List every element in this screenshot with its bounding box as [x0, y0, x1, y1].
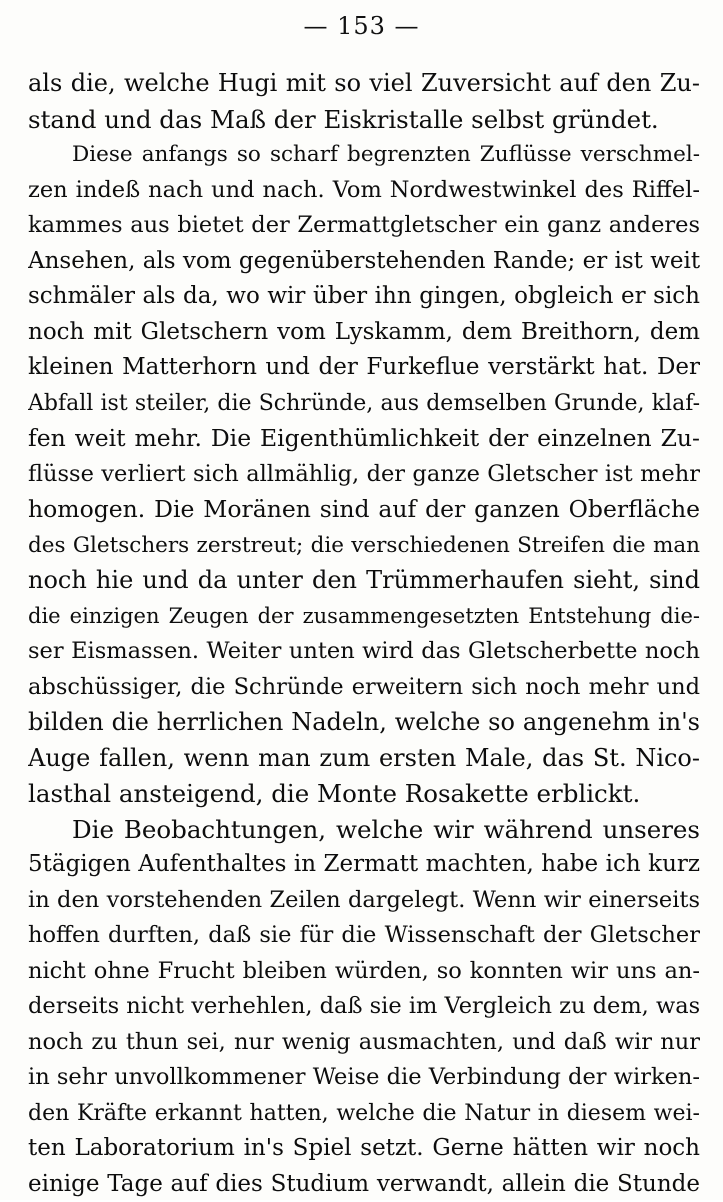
text-line: schmäler als da, wo wir über ihn gingen, obgleich er sich [28, 279, 700, 315]
text-line: Diese anfangs so scharf begrenzten Zuflüsse verschmel- [28, 137, 700, 173]
text-line: Abfall ist steiler, die Schründe, aus demselben Grunde, klaf- [28, 386, 700, 422]
text-line: flüsse verliert sich allmählig, der ganze Gletscher ist mehr [28, 457, 700, 493]
text-line: lasthal ansteigend, die Monte Rosakette erblickt. [28, 776, 700, 812]
text-line: die einzigen Zeugen der zusammengesetzten Entstehung die- [28, 599, 700, 635]
text-line: Ansehen, als vom gegenüberstehenden Rande; er ist weit [28, 244, 700, 280]
text-line: fen weit mehr. Die Eigenthümlichkeit der einzelnen Zu- [28, 421, 700, 457]
text-line: abschüssiger, die Schründe erweitern sich noch mehr und [28, 670, 700, 706]
text-line: hoffen durften, daß sie für die Wissenschaft der Gletscher [28, 918, 700, 954]
text-line: in sehr unvollkommener Weise die Verbindung der wirken- [28, 1060, 700, 1096]
body-text [28, 66, 700, 1202]
text-line: den Kräfte erkannt hatten, welche die Natur in diesem wei- [28, 1096, 700, 1132]
text-line: homogen. Die Moränen sind auf der ganzen Oberfläche [28, 492, 700, 528]
text-line: noch zu thun sei, nur wenig ausmachten, und daß wir nur [28, 1025, 700, 1061]
text-line: in den vorstehenden Zeilen dargelegt. Wenn wir einerseits [28, 883, 700, 919]
text-line: Die Beobachtungen, welche wir während unseres [28, 812, 700, 848]
text-line: 5tägigen Aufenthaltes in Zermatt machten, habe ich kurz [28, 847, 700, 883]
text-line: bilden die herrlichen Nadeln, welche so angenehm in's [28, 705, 700, 741]
text-line: kleinen Matterhorn und der Furkeflue verstärkt hat. Der [28, 350, 700, 386]
page-number: — 153 — [0, 12, 723, 40]
text-line: derseits nicht verhehlen, daß sie im Vergleich zu dem, was [28, 989, 700, 1025]
text-line: kammes aus bietet der Zermattgletscher ein ganz anderes [28, 208, 700, 244]
text-line: noch mit Gletschern vom Lyskamm, dem Breithorn, dem [28, 315, 700, 351]
text-line: Auge fallen, wenn man zum ersten Male, das St. Nico- [28, 741, 700, 777]
text-line: nicht ohne Frucht bleiben würden, so konnten wir uns an- [28, 954, 700, 990]
text-line: noch hie und da unter den Trümmerhaufen sieht, sind [28, 563, 700, 599]
text-line: des Gletschers zerstreut; die verschiedenen Streifen die man [28, 528, 700, 564]
text-line: stand und das Maß der Eiskristalle selbst gründet. [28, 102, 700, 138]
text-line: einige Tage auf dies Studium verwandt, allein die Stunde [28, 1167, 700, 1202]
text-line: zen indeß nach und nach. Vom Nordwestwinkel des Riffel- [28, 173, 700, 209]
text-line: als die, welche Hugi mit so viel Zuversicht auf den Zu- [28, 66, 700, 102]
text-line: ten Laboratorium in's Spiel setzt. Gerne hätten wir noch [28, 1131, 700, 1167]
text-line: ser Eismassen. Weiter unten wird das Gletscherbette noch [28, 634, 700, 670]
